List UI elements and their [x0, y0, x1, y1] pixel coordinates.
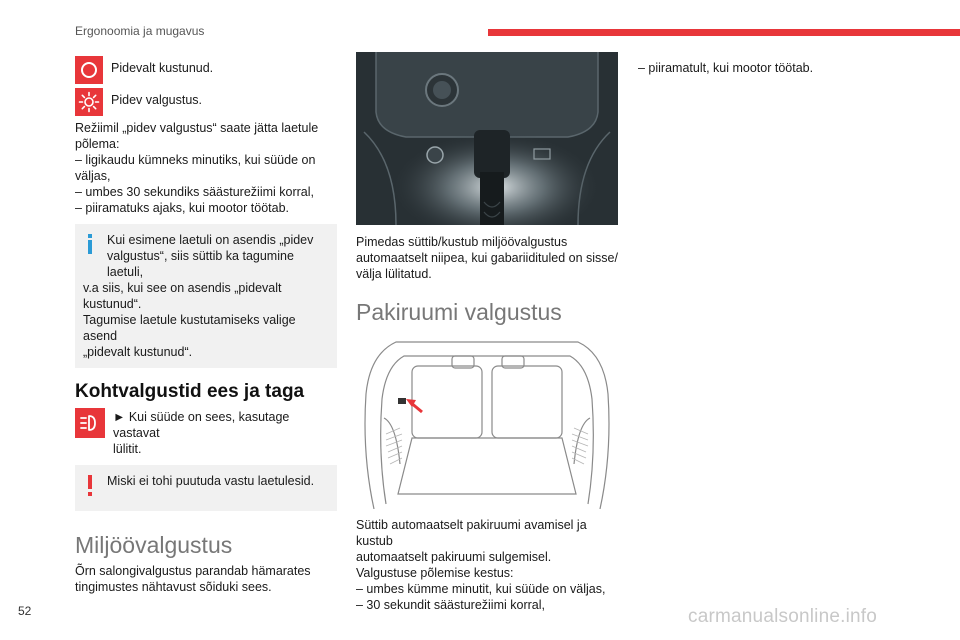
reading-lights-line: ► Kui süüde on sees, kasutage vastavat: [113, 410, 290, 440]
photo-caption: [356, 234, 618, 282]
column-2: [356, 52, 618, 613]
info-icon: [85, 234, 95, 258]
reading-lights-line: lülitit.: [113, 442, 142, 456]
light-on-icon: [75, 88, 103, 116]
watermark: carmanualsonline.info: [688, 606, 878, 627]
light-off-label: Pidevalt kustunud.: [111, 61, 214, 75]
para-line: väljas,: [75, 169, 111, 183]
light-off-icon: [75, 56, 103, 84]
page-number: 52: [18, 604, 32, 618]
ambient-line: Õrn salongivalgustus parandab hämarates: [75, 564, 311, 578]
caption-line: välja lülitatud.: [356, 267, 432, 281]
ambient-line: tingimustes nähtavust sõiduki sees.: [75, 580, 272, 594]
warning-note: [75, 465, 337, 511]
boot-diagram: [356, 334, 618, 509]
note-line: kustunud“.: [83, 297, 142, 311]
caption-line: Pimedas süttib/kustub miljöövalgustus: [356, 235, 568, 249]
reading-light-icon: [75, 408, 105, 438]
boot-line: Valgustuse põlemise kestus:: [356, 566, 514, 580]
heading-ambient: Miljöövalgustus: [75, 532, 233, 558]
para-line: põlema:: [75, 137, 120, 151]
note-line: v.a siis, kui see on asendis „pidevalt: [83, 281, 282, 295]
heading-boot-light: Pakiruumi valgustus: [356, 299, 562, 325]
para-line: – umbes 30 sekundiks säästurežiimi korral,: [75, 185, 314, 199]
boot-line: automaatselt pakiruumi sulgemisel.: [356, 550, 552, 564]
note-line: „pidevalt kustunud“.: [83, 345, 193, 359]
ambient-light-photo: [356, 52, 618, 225]
caption-line: automaatselt niipea, kui gabariidituled on sisse/: [356, 251, 618, 265]
boot-paragraph: [356, 517, 618, 613]
light-on-label: Pidev valgustus.: [111, 93, 203, 107]
warning-text: Miski ei tohi puutuda vastu laetulesid.: [107, 474, 315, 488]
column-1: [75, 56, 337, 595]
col3-line: – piiramatult, kui mootor töötab.: [638, 61, 814, 75]
reading-lights-row: [75, 408, 337, 457]
boot-line: – umbes kümme minutit, kui süüde on väljas,: [356, 582, 606, 596]
warning-icon: [85, 475, 95, 501]
boot-line: – 30 sekundit säästurežiimi korral,: [356, 598, 545, 612]
icon-row-off: [75, 56, 337, 84]
continuous-mode-paragraph: [75, 120, 337, 216]
header-title: Ergonoomia ja mugavus: [75, 24, 205, 38]
para-line: Režiimil „pidev valgustus“ saate jätta laetule: [75, 121, 319, 135]
heading-reading-lights: Kohtvalgustid ees ja taga: [75, 381, 305, 402]
ambient-paragraph: [75, 563, 337, 595]
note-line: valgustus“, siis süttib ka tagumine laetuli,: [107, 249, 294, 279]
para-line: – ligikaudu kümneks minutiks, kui süüde on: [75, 153, 316, 167]
info-note: [75, 224, 337, 368]
note-line: Kui esimene laetuli on asendis „pidev: [107, 233, 314, 247]
header-accent-bar: [488, 29, 960, 36]
column-3: [638, 60, 900, 76]
para-line: – piiramatuks ajaks, kui mootor töötab.: [75, 201, 289, 215]
note-line: Tagumise laetule kustutamiseks valige asend: [83, 313, 296, 343]
icon-row-on: [75, 88, 337, 116]
boot-line: Süttib automaatselt pakiruumi avamisel ja kustub: [356, 518, 587, 548]
